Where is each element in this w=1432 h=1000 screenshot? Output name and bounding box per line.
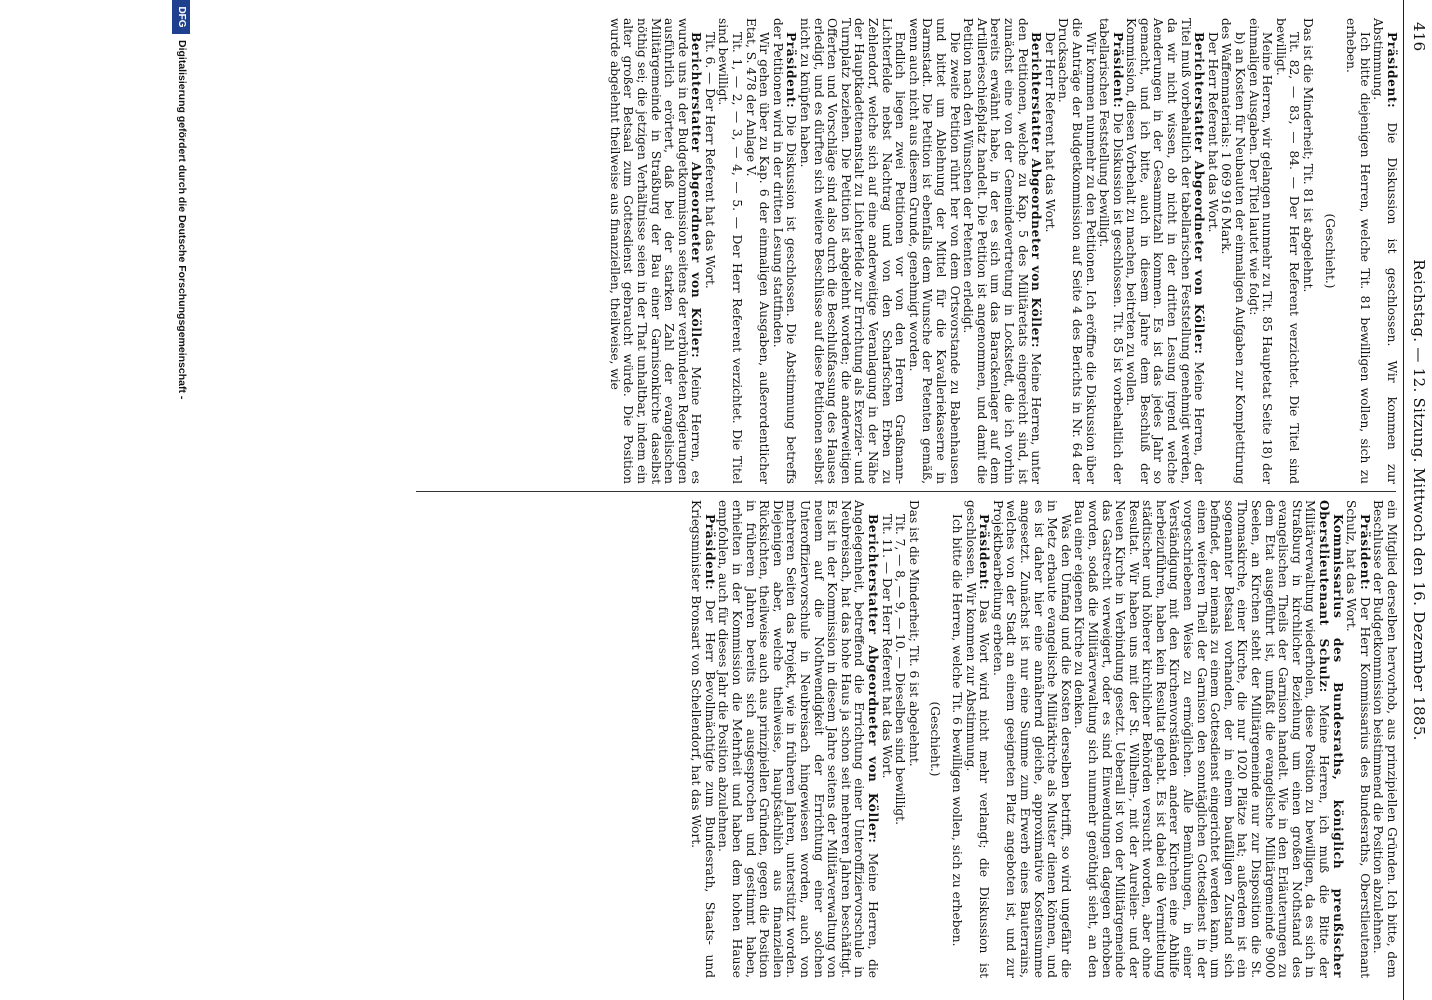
speaker-name: Präsident: [1110,32,1125,109]
speech-text: Der Herr Bevollmächtigte zum Bundesrath, Staats- und Kriegsminister Bronsart von Schellendorf, hat das Wort. [689,500,717,978]
speech-text: Meine Herren, die Angelegenheit, betreffend die Errichtung einer Unteroffiziervorschule in Neubreisach, hat das hohe Haus ja schon seit mehreren Jahren beschäftigt. Es ist in der Kommission in diesem Jahre seitens der Militärverwaltung von neuem auf die Nothwendigkeit der Errichtung einer solchen Unteroffiziervorschule in Neubreisach hingewiesen worden, auch von mehreren Seiten das Projekt, wie in früheren Jahren, unterstützt worden. Diejenigen aber, welche theilweise, hauptsächlich aus finanziellen Rücksichten, theilweise auch aus prinzipiellen Gründen, gegen die Position in früheren Jahren bereits sich ausgesprochen und gestimmt haben, erhielten in der Kommission die Mehrheit und haben dem hohen Hause empfohlen, auch für dieses Jahr die Position abzulehnen. [716,500,881,979]
speech-paragraph [770,18,797,484]
paragraph: Die zweite Petition rührt her von dem Ortsvorstande zu Babenhausen und bittet um Ablehnung der Mittel für die Kavalleriekaserne in Darmstadt. Die Petition ist ebenfalls dem Wunsche der Petenten gemäß, wenn auch nicht aus diesem Grunde, genehmigt worden. [906,18,962,484]
paragraph: Tit. 6. — Der Herr Referent hat das Wort. [702,32,717,289]
paragraph: Tit. 7, — 8, — 9, — 10. — Dieselben sind bewilligt. [893,514,908,825]
page-header [1403,0,1432,1000]
paragraph: Wir gehen über zu Kap. 6 der einmaligen Ausgaben, außerordentlicher Etat, S. 478 der Anlage V. [743,18,772,484]
speech-text: Die Diskussion ist geschlossen. Tit. 85 ist vorbehaltlich der tabellarischen Feststellung bewilligt. [1097,18,1125,485]
speech-paragraph [1344,500,1371,978]
stage-direction: (Geschieht.) [928,701,943,777]
paragraph: Meine Herren, wir gelangen nunmehr zu Tit. 85 Hauptetat Seite 18) der einmaligen Ausgaben. Der Titel lautet wie folgt: [1246,18,1275,484]
left-text-column [378,18,1398,484]
paragraph: Das ist die Minderheit; Tit. 6 ist abgelehnt. [906,500,921,767]
speaker-name: Berichterstatter Abgeordneter von Köller: [1029,32,1044,349]
speaker-name: Präsident: [784,32,799,109]
paragraph: Was den Umfang und die Kosten derselben betrifft, so wird ungefähr die in Metz erbaute evangelische Militärkirche als Muster dienen können, und es ist daher hier eine annähernd gleiche, approximative Kostensumme angesetzt. Zunächst ist nur eine Summe zum Erwerb eines Bauterrains, welches von der Stadt an einem geeigneten Platz angeboten ist, und zur Projektbearbeitung erbeten. [990,500,1073,978]
speaker-name: Präsident: [702,514,717,591]
paragraph: Tit. 11. — Der Herr Referent hat das Wort. [879,514,894,779]
paragraph: Tit. 82, — 83, — 84. — Der Herr Referent verzichtet. Die Titel sind bewilligt. [1273,18,1302,484]
speech-paragraph [607,18,702,484]
right-text-column [378,500,1398,978]
speech-paragraph [689,500,716,978]
digitization-note: Digitalisierung gefördert durch die Deutsche Forschungsgemeinschaft - [176,40,188,400]
speaker-name: Berichterstatter Abgeordneter von Köller: [866,514,881,844]
speech-text: Meine Herren, der Titel muß vorbehaltlich der tabellarischen Feststellung genehmigt werden, da wir nicht wissen, ob nicht in der dritten Lesung irgend welche Aenderungen in der Gesammtzahl kommen. Es ist das jedes Jahr so gemacht, und ich bitte, auch in diesem Jahre dem Beschluß der Kommission, diesen Vorbehalt zu machen, beitreten zu wollen. [1124,18,1207,485]
paragraph: Wir kommen nunmehr zu den Petitionen. Ich eröffne die Diskussion über die Anträge der Budgetkommission auf Seite 4 des Berichts in Nr. 64 der Drucksachen. [1056,18,1098,484]
paragraph: Das ist die Minderheit; Tit. 81 ist abgelehnt. [1301,18,1316,293]
paragraph: Ich bitte diejenigen Herren, welche Tit. 81 bewilligen wollen, sich zu erheben. [1344,18,1372,484]
speech-paragraph [1072,500,1344,978]
speaker-name: Präsident: [1385,32,1399,109]
speech-text: Die Diskussion ist geschlossen. Die Abstimmung betreffs der Petitionen wird in der dritten Lesung stattfinden. [770,18,799,484]
speaker-name: Präsident: [977,514,992,591]
speech-text: Der Herr Kommissarius des Bundesraths, Oberstlieutenant Schulz, hat das Wort. [1344,500,1372,979]
speech-paragraph [716,500,879,978]
running-title: Reichstag. — 12. Sitzung. Mittwoch den 16. Dezember 1885. [1410,259,1428,741]
page-number: 416 [1410,22,1428,52]
speech-text: Die Diskussion ist geschlossen. Wir kommen zur Abstimmung. [1371,18,1399,484]
speaker-name: Berichterstatter Abgeordneter von Köller: [689,32,704,359]
speech-paragraph [961,18,1043,484]
speech-paragraph [1371,18,1398,484]
paragraph: Der Herr Referent hat das Wort. [1042,32,1057,233]
paragraph: ein Mitglied derselben hervorhob, aus prinzipiellen Gründen. Ich bitte, dem Beschlusse der Budgetkommission beistimmend die Position abzulehnen. [1371,500,1399,978]
column-divider [416,491,1396,492]
paragraph: b) an Kosten für Neubauten der einmaligen Aufgaben zur Komplettirung des Waffenmaterials: 1 069 916 Mark. [1219,18,1248,484]
paragraph: Endlich liegen zwei Petitionen vor von den Herren Graßmann-Lichterfelde nebst Nachtrag und von den Scharfschen Erben zu Zehlendorf, welche sich auf eine anderweitige Veranlagung in der Nähe der Hauptkadettenanstalt zu Lichterfelde zur Errichtung als Exerzier- und Turnplatz beziehen. Die Petition ist abgelehnt worden; die anderweitigen Offerten und Vorschläge sind also durch die Beschlußfassung des Hauses erledigt, und es dürften sich weitere Beschlüsse auf diese Petitionen selbst nicht zu knüpfen haben. [798,18,908,484]
speech-text: Meine Herren, unter den Petitionen, welche zu Kap. 5 des Militäretats eingereicht sind, ist zunächst eine von der Gemeindevertretung in Lockstedt, die ich vorhin bereits erwähnt habe, in der es sich um das Barackenlager auf dem Artillerieschießplatz handelt. Die Petition ist angenommen, und damit die Petition nach den Wünschen der Petenten erledigt. [961,18,1044,485]
stage-direction: (Geschieht.) [1322,213,1337,289]
speech-paragraph [1124,18,1206,484]
paragraph: Tit. 1, — 2, — 3, — 4, — 5. — Der Herr Referent verzichtet. Die Titel sind bewilligt. [716,18,745,484]
speech-text: Meine Herren, es wurde uns in der Budgetkommission seitens der verbündeten Regierungen ausführlich erörtert, daß bei der starken Zahl der evangelischen Militärgemeinde in Straßburg der Bau einer Garnisonkirche daselbst nöthig sei; die jetzigen Verhältnisse seien in der That unhaltbar, indem ein alter großer Betsaal zum Gottesdienst gebraucht würde. Die Position wurde abgelehnt theilweise aus finanziellen, theilweise, wie [607,18,704,484]
speech-paragraph [963,500,990,978]
digitization-footer [170,0,190,1000]
speaker-name: Berichterstatter Abgeordneter von Köller: [1192,32,1207,355]
speech-paragraph [1097,18,1124,484]
speech-text: Das Wort wird nicht mehr verlangt; die Diskussion ist geschlossen. Wir kommen zur Abstimmung. [963,500,992,978]
speaker-name: Präsident: [1357,514,1372,591]
paragraph: Der Herr Referent hat das Wort. [1205,32,1220,233]
paragraph: Ich bitte die Herren, welche Tit. 6 bewilligen wollen, sich zu erheben. [950,514,964,947]
speaker-name: Kommissarius des Bundesraths, königlich preußischer Oberstlieutenant Schulz: [1317,500,1345,978]
dfg-logo: DFG [172,0,190,34]
speech-text: Meine Herren, ich muß die Bitte der Militärverwaltung wiederholen, diese Position zu bewilligen, da es sich in Straßburg in kirchlicher Beziehung um einen großen Nothstand des evangelischen Theils der Garnison handelt. Wie in den Erläuterungen zu dem Etat ausgeführt ist, umfaßt die evangelische Militärgemeinde 9000 Seelen, an Kirchen steht der Militärgemeinde nur zur Disposition die St. Thomaskirche, einer Kirche, die nur 1020 Plätze hat; außerdem ist ein sogenannter Betsaal vorhanden, der in einem baufälligen Zustand sich befindet, der niemals zu einem Gottesdienst eingerichtet werden kann, um einen weiteren Theil der Garnison den sonntäglichen Gottesdienst in der vorgeschriebenen Weise zu ermöglichen. Alle Bemühungen, in einer Verständigung mit den Kirchenvorständen anderer Kirchen eine Abhilfe herbeizuführen, haben kein Resultat gehabt. Es ist dabei die Vermittelung städtischer und höherer kirchlicher Behörden versucht worden, aber ohne Resultat. Wir haben uns mit der St. Wilhelm-, mit der Aurelien- und der Neuen Kirche in Verbindung gesetzt. Ueberall ist von der Militärgemeinde das Gastrecht verweigert, oder es sind Einwendungen dagegen erhoben worden, sodaß die Militärverwaltung sich nunmehr genöthigt sieht, an den Bau einer eigenen Kirche zu denken. [1072,500,1332,978]
